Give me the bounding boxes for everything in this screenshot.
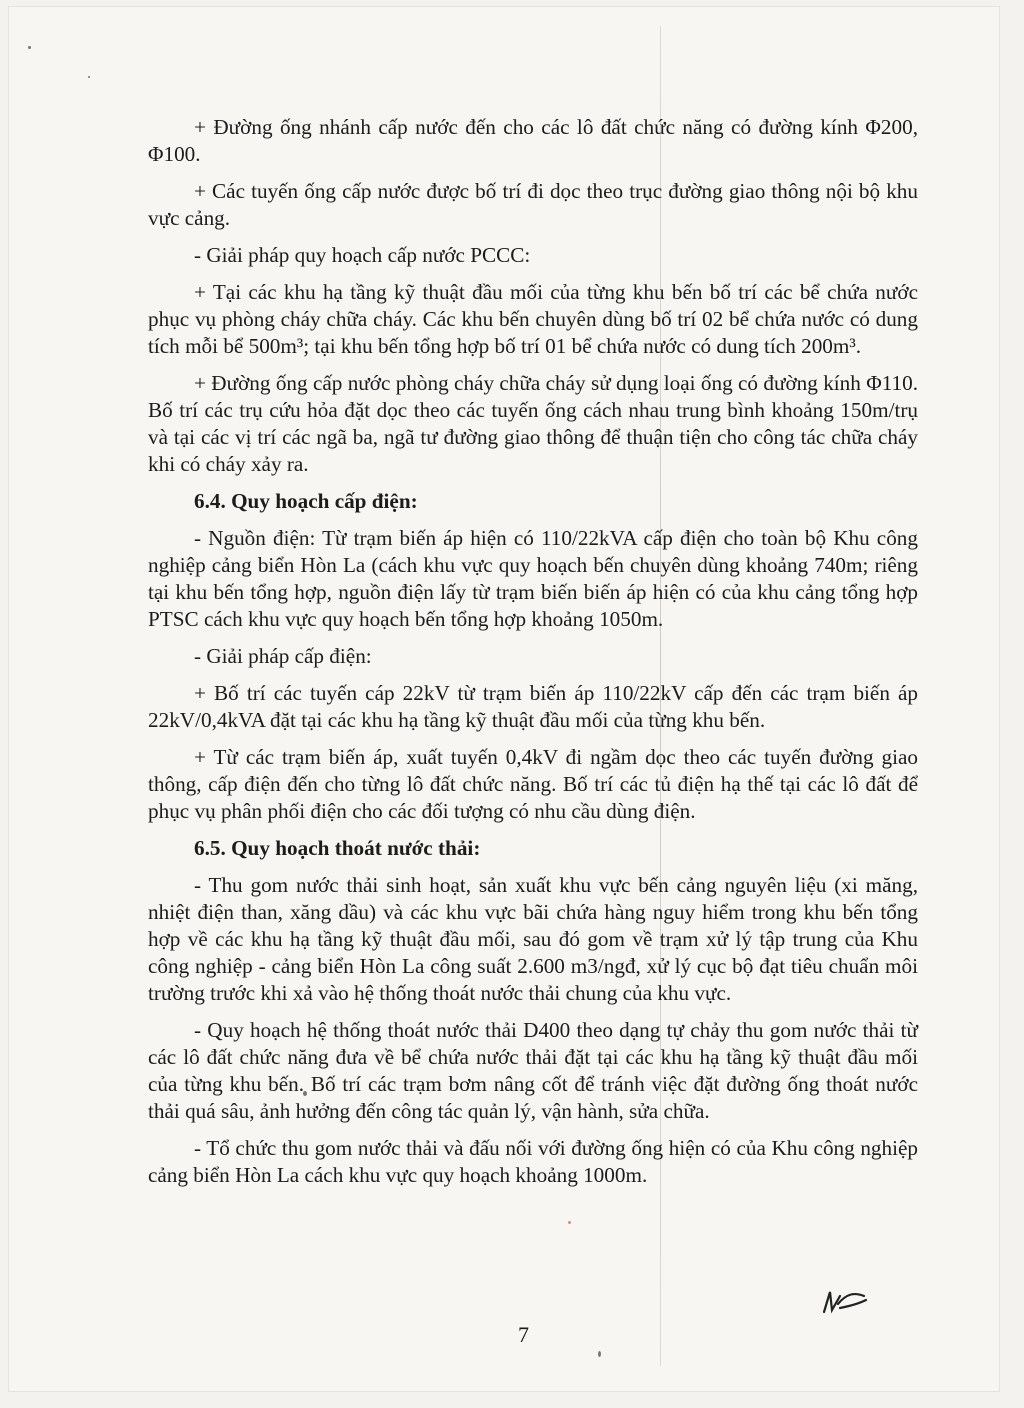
scan-speck [598,1351,601,1357]
paragraph-wastewater-collection: - Thu gom nước thải sinh hoạt, sản xuất khu vực bến cảng nguyên liệu (xi măng, nhiệt điện than, xăng dầu) và các khu vực bãi chứa hàng nguy hiểm trong khu bến tổng hợp về các khu hạ tầng kỹ thuật đầu mối, sau đó gom về trạm xử lý tập trung của Khu công nghiệp - cảng biển Hòn La công suất 2.600 m3/ngđ, xử lý cục bộ đạt tiêu chuẩn môi trường trước khi xả vào hệ thống thoát nước thải chung của khu vực. [148,873,918,1005]
page-number: 7 [518,1322,529,1347]
paragraph-22kv-cables: + Bố trí các tuyến cáp 22kV từ trạm biến áp 110/22kV cấp đến các trạm biến áp 22kV/0,4kVA đặt tại các khu hạ tầng kỹ thuật đầu mối của từng khu bến. [148,681,918,732]
paragraph-pipe-routes: + Các tuyến ống cấp nước được bố trí đi dọc theo trục đường giao thông nội bộ khu vực cảng. [148,179,918,230]
paragraph-branch-pipes: + Đường ống nhánh cấp nước đến cho các lô đất chức năng có đường kính Φ200, Φ100. [148,115,918,166]
paragraph-power-solution: - Giải pháp cấp điện: [194,644,372,668]
initials-signature [820,1286,872,1316]
scan-speck [88,76,90,78]
scan-speck [28,46,31,49]
paragraph-fire-water-solution: - Giải pháp quy hoạch cấp nước PCCC: [194,243,531,267]
paragraph-04kv-lines: + Từ các trạm biến áp, xuất tuyến 0,4kV đi ngầm dọc theo các tuyến đường giao thông, cấp điện đến cho từng lô đất chức năng. Bố trí các tủ điện hạ thế tại các lô đất để phục vụ phân phối điện cho các đối tượng có nhu cầu dùng điện. [148,745,918,823]
scan-speck [568,1221,571,1224]
paragraph-power-source: - Nguồn điện: Từ trạm biến áp hiện có 110/22kVA cấp điện cho toàn bộ Khu công nghiệp cảng biển Hòn La (cách khu vực quy hoạch bến chuyên dùng khoảng 740m; riêng tại khu bến tổng hợp, nguồn điện lấy từ trạm biến biến áp hiện có của khu cảng tổng hợp PTSC cách khu vực quy hoạch bến tổng hợp khoảng 1050m. [148,526,918,631]
document-page [8,6,1000,1392]
paragraph-fire-hydrants: + Đường ống cấp nước phòng cháy chữa cháy sử dụng loại ống có đường kính Φ110. Bố trí các trụ cứu hỏa đặt dọc theo các tuyến ống cách nhau trung bình khoảng 150m/trụ và tại các vị trí các ngã ba, ngã tư đường giao thông để thuận tiện cho công tác chữa cháy khi có cháy xảy ra. [148,371,918,476]
paragraph-wastewater-d400: - Quy hoạch hệ thống thoát nước thải D400 theo dạng tự chảy thu gom nước thải từ các lô đất chức năng đưa về bể chứa nước thải đặt tại các khu hạ tầng kỹ thuật đầu mối của từng khu bến. Bố trí các trạm bơm nâng cốt để tránh việc đặt đường ống thoát nước thải quá sâu, ảnh hưởng đến công tác quản lý, vận hành, sửa chữa. [148,1018,918,1123]
paragraph-fire-tanks: + Tại các khu hạ tầng kỹ thuật đầu mối của từng khu bến bố trí các bể chứa nước phục vụ phòng cháy chữa cháy. Các khu bến chuyên dùng bố trí 02 bể chứa nước có dung tích mỗi bể 500m³; tại khu bến tổng hợp bố trí 01 bể chứa nước có dung tích 200m³. [148,280,918,358]
paragraph-wastewater-connection: - Tổ chức thu gom nước thải và đấu nối với đường ống hiện có của Khu công nghiệp cảng biển Hòn La cách khu vực quy hoạch khoảng 1000m. [148,1136,918,1187]
section-heading-wastewater: 6.5. Quy hoạch thoát nước thải: [194,836,481,860]
document-body [148,114,918,1199]
section-heading-power: 6.4. Quy hoạch cấp điện: [194,489,418,513]
